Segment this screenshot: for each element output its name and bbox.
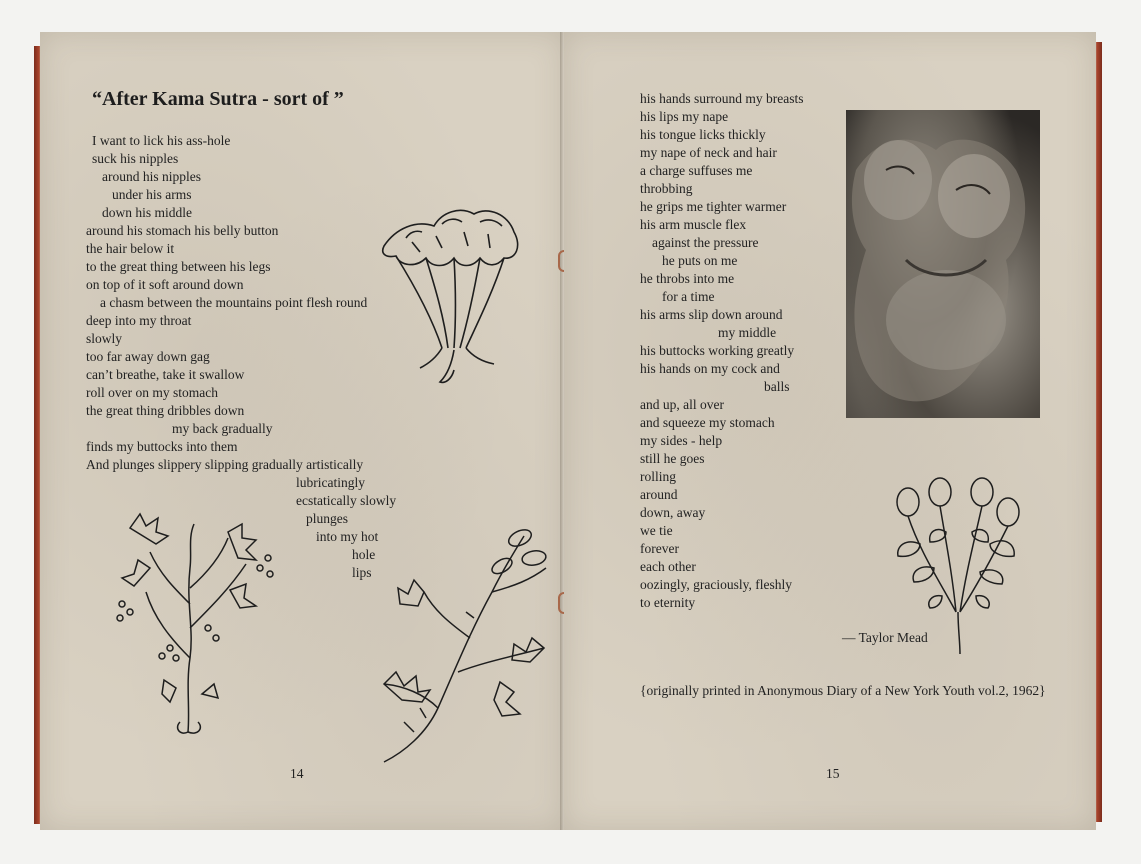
right-poem-line: for a time	[662, 289, 715, 304]
right-poem-line: throbbing	[640, 181, 693, 196]
left-poem-line: lubricatingly	[296, 475, 365, 490]
right-poem-line: his hands surround my breasts	[640, 91, 804, 106]
right-poem-line: we tie	[640, 523, 673, 538]
left-poem-line: my back gradually	[172, 421, 273, 436]
left-poem-line: hole	[352, 547, 376, 562]
right-poem-line: his buttocks working greatly	[640, 343, 795, 358]
right-poem-line: to eternity	[640, 595, 696, 610]
right-poem-line: balls	[764, 379, 790, 394]
left-poem-line: slowly	[86, 331, 123, 346]
left-poem-line: ecstatically slowly	[296, 493, 397, 508]
left-poem-line: plunges	[306, 511, 348, 526]
left-poem-line: And plunges slippery slipping gradually artistically	[86, 457, 364, 472]
right-poem-line: his arm muscle flex	[640, 217, 747, 232]
left-poem-line: around his stomach his belly button	[86, 223, 279, 238]
sculpture-photo	[846, 110, 1040, 418]
left-poem-line: on top of it soft around down	[86, 277, 244, 292]
poem-title: “After Kama Sutra - sort of ”	[92, 88, 344, 110]
right-poem-line: and up, all over	[640, 397, 724, 412]
left-poem-line: finds my buttocks into them	[86, 439, 238, 454]
left-poem-line: too far away down gag	[86, 349, 210, 364]
left-poem-line: I want to lick his ass-hole	[92, 133, 231, 148]
right-poem-line: his arms slip down around	[640, 307, 783, 322]
right-poem-line: each other	[640, 559, 696, 574]
left-poem-line: the hair below it	[86, 241, 175, 256]
rose-branch-illustration	[374, 522, 556, 772]
open-booklet	[34, 32, 1102, 830]
left-page	[40, 32, 564, 830]
holly-plant-illustration	[110, 508, 280, 738]
left-poem-line: lips	[352, 565, 372, 580]
left-poem-line: can’t breathe, take it swallow	[86, 367, 245, 382]
left-poem-line: deep into my throat	[86, 313, 192, 328]
author-credit: — Taylor Mead	[842, 630, 928, 645]
right-poem-line: against the pressure	[652, 235, 759, 250]
left-poem-line: around his nipples	[102, 169, 201, 184]
right-poem-line: around	[640, 487, 678, 502]
pod-plant-illustration	[890, 472, 1030, 656]
right-poem-line: his tongue licks thickly	[640, 127, 766, 142]
right-poem-line: my sides - help	[640, 433, 723, 448]
left-poem-line: the great thing dribbles down	[86, 403, 245, 418]
left-poem-line: roll over on my stomach	[86, 385, 218, 400]
right-poem-line: rolling	[640, 469, 676, 484]
right-poem-line: forever	[640, 541, 679, 556]
right-poem-line: he puts on me	[662, 253, 738, 268]
right-poem-line: his hands on my cock and	[640, 361, 780, 376]
right-poem-line: my middle	[718, 325, 777, 340]
right-poem-line: down, away	[640, 505, 706, 520]
right-poem-line: and squeeze my stomach	[640, 415, 775, 430]
left-poem-line: to the great thing between his legs	[86, 259, 271, 274]
bell-flower-illustration	[376, 198, 526, 388]
right-poem-line: he grips me tighter warmer	[640, 199, 787, 214]
right-poem-line: oozingly, graciously, fleshly	[640, 577, 792, 592]
publication-note: {originally printed in Anonymous Diary of a New York Youth vol.2, 1962}	[640, 683, 1046, 698]
right-poem-line: his lips my nape	[640, 109, 729, 124]
left-poem-line: down his middle	[102, 205, 192, 220]
right-poem-line: a charge suffuses me	[640, 163, 753, 178]
page-number-left: 14	[290, 766, 304, 781]
page-number-right: 15	[826, 766, 840, 781]
left-poem-line: into my hot	[316, 529, 379, 544]
right-poem-line: he throbs into me	[640, 271, 735, 286]
left-poem-line: a chasm between the mountains point flesh round	[100, 295, 368, 310]
right-poem-line: my nape of neck and hair	[640, 145, 777, 160]
left-poem-line: under his arms	[112, 187, 192, 202]
right-poem	[640, 90, 803, 612]
left-poem-line: suck his nipples	[92, 151, 179, 166]
right-poem-line: still he goes	[640, 451, 705, 466]
